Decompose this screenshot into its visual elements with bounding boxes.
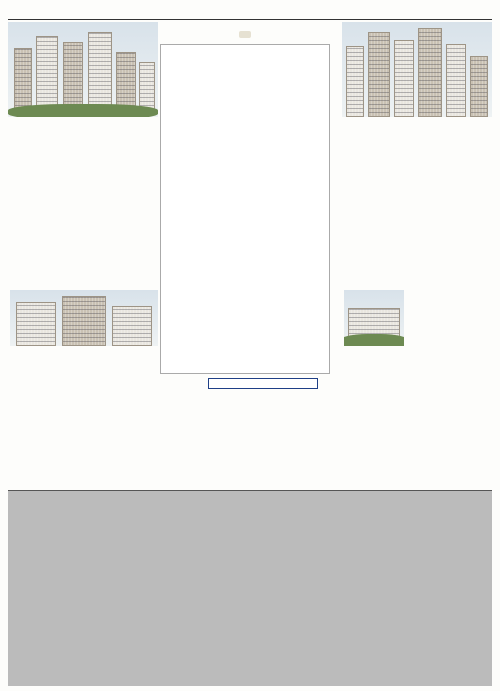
ad-tr-photo [342,22,492,117]
page-header [8,6,492,20]
center-top-bar-text [239,31,251,38]
center-listings [160,44,330,374]
ad-tl-photo [8,22,158,117]
ad-mr-body [344,352,490,472]
center-banner [208,378,318,389]
ad-mr-photo [344,290,404,346]
ad-tr-body [344,148,490,260]
ad-tl-body [10,148,158,260]
ad-ml-body [10,357,158,473]
classified-grid [8,490,492,686]
ad-ml-photo [10,290,158,346]
center-top-bar [161,32,329,42]
